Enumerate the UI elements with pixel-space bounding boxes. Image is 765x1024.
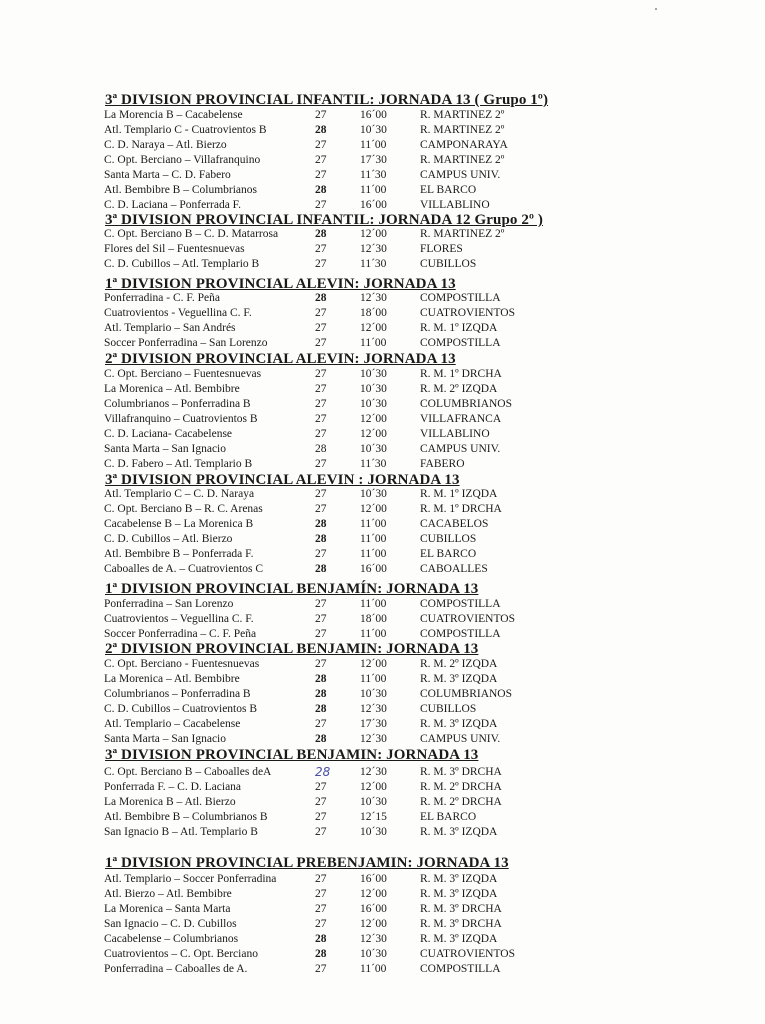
- section-title: 3ª DIVISION PROVINCIAL INFANTIL: JORNADA 13 ( Grupo 1º): [105, 92, 549, 108]
- fixture-teams: Cuatrovientos – Veguellina C. F.: [104, 612, 254, 625]
- fixture-teams: Soccer Ponferradina – San Lorenzo: [104, 336, 268, 349]
- fixture-time: 12´00: [360, 658, 387, 670]
- fixture-venue: R. M. 2º IZQDA: [420, 382, 498, 395]
- fixture-time: 11´00: [360, 336, 387, 349]
- fixture-teams: Santa Marta – San Ignacio: [104, 732, 226, 745]
- fixture-teams: Atl. Bembibre B – Columbrianos B: [104, 810, 268, 823]
- fixture-day: 27: [315, 917, 327, 930]
- fixture-venue: R. MARTINEZ 2º: [420, 123, 505, 136]
- fixture-time: 10´30: [360, 442, 387, 455]
- fixture-venue: VILLAFRANCA: [420, 412, 502, 425]
- fixture-row: [0, 887, 765, 902]
- fixture-row: [0, 597, 765, 612]
- fixture-day: 27: [315, 627, 327, 640]
- fixture-teams: C. D. Cubillos – Atl. Templario B: [104, 257, 260, 270]
- fixture-venue: R. M. 1º IZQDA: [420, 321, 498, 334]
- fixture-row: [0, 502, 765, 517]
- fixture-row: [0, 932, 765, 947]
- fixture-day: 28: [315, 442, 327, 455]
- fixture-venue: R. M. 3º IZQDA: [420, 825, 498, 838]
- fixture-day: 27: [315, 658, 327, 670]
- fixture-teams: La Morenica – Santa Marta: [104, 902, 231, 915]
- fixture-venue: CUBILLOS: [420, 257, 477, 270]
- fixture-row: [0, 532, 765, 547]
- fixture-teams: Soccer Ponferradina – C. F. Peña: [104, 627, 257, 640]
- fixture-row: [0, 780, 765, 795]
- fixture-teams: Santa Marta – C. D. Fabero: [104, 168, 231, 181]
- fixture-teams: Atl. Templario – San Andrés: [104, 321, 236, 334]
- fixture-venue: R. MARTINEZ 2º: [420, 153, 505, 166]
- fixture-teams: Caboalles de A. – Cuatrovientos C: [104, 562, 264, 575]
- fixture-day: 28: [315, 932, 327, 945]
- fixture-teams: C. D. Cubillos – Atl. Bierzo: [104, 532, 233, 545]
- fixture-time: 11´00: [360, 183, 387, 196]
- fixture-venue: COMPOSTILLA: [420, 962, 501, 975]
- fixture-time: 17´30: [360, 153, 387, 166]
- fixture-teams: Atl. Templario C – C. D. Naraya: [104, 488, 255, 500]
- section-title: 2ª DIVISION PROVINCIAL ALEVIN: JORNADA 13: [105, 351, 456, 367]
- fixture-teams: Flores del Sil – Fuentesnuevas: [104, 242, 245, 255]
- fixture-venue: VILLABLINO: [420, 427, 490, 440]
- fixture-time: 10´30: [360, 368, 387, 380]
- fixture-day: 27: [315, 780, 327, 793]
- fixture-day: 28: [315, 765, 331, 779]
- fixture-time: 16´00: [360, 198, 387, 211]
- fixture-row: [0, 487, 765, 502]
- fixture-teams: Atl. Bembibre B – Columbrianos: [104, 183, 258, 196]
- fixture-time: 18´00: [360, 612, 387, 625]
- section-title: 3ª DIVISION PROVINCIAL BENJAMIN: JORNADA 13: [105, 747, 479, 763]
- fixture-venue: COLUMBRIANOS: [420, 687, 513, 700]
- fixture-venue: FLORES: [420, 242, 463, 255]
- fixture-row: [0, 947, 765, 962]
- fixture-row: [0, 872, 765, 887]
- fixture-time: 11´00: [360, 598, 387, 610]
- fixture-teams: Santa Marta – San Ignacio: [104, 442, 226, 455]
- fixture-teams: Villafranquino – Cuatrovientos B: [104, 412, 258, 425]
- fixture-time: 12´00: [360, 321, 387, 334]
- fixture-teams: Atl. Templario – Cacabelense: [104, 717, 241, 730]
- fixture-row: [0, 427, 765, 442]
- fixture-venue: CAMPUS UNIV.: [420, 168, 501, 181]
- fixture-teams: C. D. Fabero – Atl. Templario B: [104, 457, 253, 470]
- fixture-venue: R. M. 1º DRCHA: [420, 502, 502, 515]
- fixture-row: [0, 123, 765, 138]
- fixture-time: 10´30: [360, 825, 387, 838]
- fixture-venue: CUBILLOS: [420, 702, 477, 715]
- fixture-day: 28: [315, 228, 327, 240]
- fixture-teams: C. Opt. Berciano B – Caboalles deA: [104, 766, 272, 778]
- fixture-time: 17´30: [360, 717, 387, 730]
- fixture-time: 11´30: [360, 168, 387, 181]
- fixture-row: [0, 657, 765, 672]
- fixture-venue: CAMPONARAYA: [420, 138, 508, 151]
- fixture-day: 28: [315, 517, 327, 530]
- fixture-row: [0, 291, 765, 306]
- fixture-day: 28: [315, 687, 327, 700]
- fixture-row: [0, 517, 765, 532]
- fixture-day: 27: [315, 427, 327, 440]
- fixture-teams: C. D. Laciana – Ponferrada F.: [104, 198, 242, 211]
- fixture-venue: R. M. 2º DRCHA: [420, 795, 502, 808]
- fixture-time: 16´00: [360, 873, 387, 885]
- fixture-time: 18´00: [360, 306, 387, 319]
- fixture-venue: COLUMBRIANOS: [420, 397, 513, 410]
- fixture-teams: C. Opt. Berciano B – R. C. Arenas: [104, 502, 263, 515]
- fixture-teams: Cuatrovientos - Veguellina C. F.: [104, 306, 252, 319]
- fixture-day: 27: [315, 397, 327, 410]
- fixture-day: 27: [315, 598, 327, 610]
- fixture-time: 11´00: [360, 517, 387, 530]
- fixture-day: 28: [315, 732, 327, 745]
- fixture-time: 12´00: [360, 502, 387, 515]
- fixture-time: 11´00: [360, 532, 387, 545]
- fixture-teams: Ponferradina - C. F. Peña: [104, 292, 220, 304]
- fixture-teams: Cacabelense – Columbrianos: [104, 932, 239, 945]
- section-title: 2ª DIVISION PROVINCIAL BENJAMIN: JORNADA 13: [105, 641, 479, 657]
- scan-speck: [655, 8, 657, 10]
- fixture-venue: CUATROVIENTOS: [420, 612, 515, 625]
- fixture-venue: R. M. 1º DRCHA: [420, 368, 502, 380]
- fixture-venue: COMPOSTILLA: [420, 627, 501, 640]
- fixture-teams: C. Opt. Berciano – Villafranquino: [104, 153, 261, 166]
- fixture-day: 27: [315, 382, 327, 395]
- fixture-venue: EL BARCO: [420, 547, 477, 560]
- fixture-venue: CUATROVIENTOS: [420, 947, 515, 960]
- fixture-row: [0, 306, 765, 321]
- fixture-day: 27: [315, 153, 327, 166]
- fixture-row: [0, 108, 765, 123]
- fixture-day: 27: [315, 810, 327, 823]
- fixture-row: [0, 825, 765, 840]
- fixture-time: 16´00: [360, 902, 387, 915]
- fixture-row: [0, 810, 765, 825]
- section-title: 1ª DIVISION PROVINCIAL BENJAMÍN: JORNADA 13: [105, 581, 479, 597]
- fixture-day: 27: [315, 795, 327, 808]
- fixture-row: [0, 242, 765, 257]
- section-title: 3ª DIVISION PROVINCIAL INFANTIL: JORNADA 12 Grupo 2º ): [105, 212, 543, 228]
- fixture-time: 10´30: [360, 795, 387, 808]
- fixture-row: [0, 562, 765, 577]
- fixture-teams: C. D. Laciana- Cacabelense: [104, 427, 233, 440]
- fixture-teams: Columbrianos – Ponferradina B: [104, 687, 251, 700]
- fixture-time: 11´00: [360, 672, 387, 685]
- fixture-day: 27: [315, 612, 327, 625]
- fixture-teams: Ponferradina – Caboalles de A.: [104, 962, 248, 975]
- fixture-row: [0, 257, 765, 272]
- fixture-time: 10´30: [360, 123, 387, 136]
- fixture-teams: C. Opt. Berciano – Fuentesnuevas: [104, 368, 262, 380]
- fixture-day: 27: [315, 873, 327, 885]
- fixture-venue: R. MARTINEZ 2º: [420, 109, 505, 121]
- fixture-teams: Atl. Templario – Soccer Ponferradina: [104, 873, 277, 885]
- fixture-venue: COMPOSTILLA: [420, 292, 501, 304]
- fixture-row: [0, 183, 765, 198]
- fixture-time: 10´30: [360, 382, 387, 395]
- fixture-row: [0, 336, 765, 351]
- fixture-row: [0, 765, 765, 780]
- fixture-venue: R. M. 3º DRCHA: [420, 766, 502, 778]
- fixture-time: 10´30: [360, 947, 387, 960]
- fixture-teams: La Morenica – Atl. Bembibre: [104, 382, 240, 395]
- fixture-day: 28: [315, 183, 327, 196]
- fixture-time: 11´00: [360, 547, 387, 560]
- fixture-teams: Cacabelense B – La Morenica B: [104, 517, 254, 530]
- section-title: 1ª DIVISION PROVINCIAL ALEVIN: JORNADA 13: [105, 276, 456, 292]
- fixture-day: 27: [315, 825, 327, 838]
- fixture-day: 27: [315, 502, 327, 515]
- fixture-row: [0, 412, 765, 427]
- fixture-venue: CAMPUS UNIV.: [420, 442, 501, 455]
- fixture-venue: R. M. 3º IZQDA: [420, 887, 498, 900]
- fixture-teams: Atl. Bierzo – Atl. Bembibre: [104, 887, 232, 900]
- fixture-time: 12´00: [360, 887, 387, 900]
- fixture-day: 28: [315, 947, 327, 960]
- fixture-teams: San Ignacio – C. D. Cubillos: [104, 917, 237, 930]
- fixture-row: [0, 612, 765, 627]
- fixture-venue: CABOALLES: [420, 562, 488, 575]
- fixture-time: 11´30: [360, 257, 387, 270]
- fixture-day: 27: [315, 717, 327, 730]
- fixture-row: [0, 397, 765, 412]
- fixture-venue: CUBILLOS: [420, 532, 477, 545]
- fixture-day: 27: [315, 962, 327, 975]
- fixture-teams: Atl. Bembibre B – Ponferrada F.: [104, 547, 254, 560]
- fixture-day: 27: [315, 306, 327, 319]
- fixture-teams: C. Opt. Berciano - Fuentesnuevas: [104, 658, 260, 670]
- fixture-teams: C. D. Naraya – Atl. Bierzo: [104, 138, 227, 151]
- fixture-day: 27: [315, 242, 327, 255]
- fixture-day: 27: [315, 109, 327, 121]
- fixture-time: 11´00: [360, 627, 387, 640]
- fixture-day: 28: [315, 123, 327, 136]
- fixture-teams: La Morencia B – Cacabelense: [104, 109, 243, 121]
- fixture-venue: CAMPUS UNIV.: [420, 732, 501, 745]
- fixture-day: 28: [315, 532, 327, 545]
- fixture-row: [0, 902, 765, 917]
- fixture-teams: C. D. Cubillos – Cuatrovientos B: [104, 702, 258, 715]
- fixture-teams: Ponferradina – San Lorenzo: [104, 598, 234, 610]
- fixture-venue: R. M. 2º IZQDA: [420, 658, 498, 670]
- fixture-row: [0, 198, 765, 213]
- fixture-venue: R. M. 3º DRCHA: [420, 902, 502, 915]
- fixture-venue: FABERO: [420, 457, 465, 470]
- fixture-day: 28: [315, 702, 327, 715]
- fixture-row: [0, 795, 765, 810]
- fixture-teams: Atl. Templario C - Cuatrovientos B: [104, 123, 267, 136]
- fixture-row: [0, 382, 765, 397]
- fixture-day: 27: [315, 887, 327, 900]
- fixture-day: 28: [315, 672, 327, 685]
- fixture-time: 12´30: [360, 766, 387, 778]
- fixture-day: 27: [315, 336, 327, 349]
- fixture-day: 27: [315, 547, 327, 560]
- fixture-row: [0, 227, 765, 242]
- fixture-row: [0, 672, 765, 687]
- fixture-time: 10´30: [360, 687, 387, 700]
- fixture-day: 27: [315, 138, 327, 151]
- fixture-day: 27: [315, 457, 327, 470]
- fixture-row: [0, 153, 765, 168]
- fixture-row: [0, 168, 765, 183]
- fixture-row: [0, 917, 765, 932]
- fixture-day: 27: [315, 168, 327, 181]
- fixture-venue: R. M. 3º IZQDA: [420, 873, 498, 885]
- fixture-teams: Cuatrovientos – C. Opt. Berciano: [104, 947, 258, 960]
- fixture-day: 27: [315, 368, 327, 380]
- section-title: 1ª DIVISION PROVINCIAL PREBENJAMIN: JORNADA 13: [105, 855, 509, 871]
- fixture-venue: CUATROVIENTOS: [420, 306, 515, 319]
- fixture-row: [0, 138, 765, 153]
- fixture-time: 12´15: [360, 810, 387, 823]
- fixture-teams: San Ignacio B – Atl. Templario B: [104, 825, 258, 838]
- section-title: 3ª DIVISION PROVINCIAL ALEVIN : JORNADA 13: [105, 472, 460, 488]
- fixture-venue: COMPOSTILLA: [420, 336, 501, 349]
- fixture-day: 27: [315, 321, 327, 334]
- fixture-venue: R. M. 1º IZQDA: [420, 488, 498, 500]
- fixture-day: 27: [315, 488, 327, 500]
- fixture-venue: R. M. 2º DRCHA: [420, 780, 502, 793]
- fixture-venue: EL BARCO: [420, 810, 477, 823]
- fixture-venue: EL BARCO: [420, 183, 477, 196]
- fixture-row: [0, 962, 765, 977]
- fixture-row: [0, 442, 765, 457]
- fixture-venue: COMPOSTILLA: [420, 598, 501, 610]
- fixture-row: [0, 367, 765, 382]
- fixture-row: [0, 627, 765, 642]
- fixture-day: 28: [315, 292, 327, 304]
- fixture-teams: C. Opt. Berciano B – C. D. Matarrosa: [104, 228, 279, 240]
- fixture-day: 28: [315, 562, 327, 575]
- fixture-time: 10´30: [360, 397, 387, 410]
- fixture-day: 27: [315, 902, 327, 915]
- fixture-day: 27: [315, 198, 327, 211]
- fixture-time: 12´00: [360, 427, 387, 440]
- fixture-time: 12´00: [360, 780, 387, 793]
- fixture-time: 11´00: [360, 138, 387, 151]
- fixture-venue: R. MARTINEZ 2º: [420, 228, 505, 240]
- fixture-time: 10´30: [360, 488, 387, 500]
- fixture-time: 11´00: [360, 962, 387, 975]
- fixture-teams: La Morenica B – Atl. Bierzo: [104, 795, 236, 808]
- fixture-day: 27: [315, 257, 327, 270]
- fixture-venue: R. M. 3º DRCHA: [420, 917, 502, 930]
- fixture-teams: Columbrianos – Ponferradina B: [104, 397, 251, 410]
- fixture-time: 12´30: [360, 292, 387, 304]
- fixture-time: 12´00: [360, 412, 387, 425]
- fixture-row: [0, 717, 765, 732]
- fixture-teams: Ponferrada F. – C. D. Laciana: [104, 780, 242, 793]
- fixture-row: [0, 702, 765, 717]
- fixture-venue: R. M. 3º IZQDA: [420, 932, 498, 945]
- fixture-day: 27: [315, 412, 327, 425]
- fixture-time: 12´00: [360, 917, 387, 930]
- fixture-time: 12´00: [360, 228, 387, 240]
- fixture-time: 12´30: [360, 732, 387, 745]
- fixture-venue: VILLABLINO: [420, 198, 490, 211]
- fixture-venue: CACABELOS: [420, 517, 489, 530]
- fixture-venue: R. M. 3º IZQDA: [420, 672, 498, 685]
- fixture-time: 16´00: [360, 109, 387, 121]
- fixture-row: [0, 547, 765, 562]
- fixture-row: [0, 687, 765, 702]
- fixture-time: 12´30: [360, 242, 387, 255]
- fixture-time: 11´30: [360, 457, 387, 470]
- fixture-row: [0, 732, 765, 747]
- fixture-teams: La Morenica – Atl. Bembibre: [104, 672, 240, 685]
- fixture-row: [0, 457, 765, 472]
- fixture-time: 16´00: [360, 562, 387, 575]
- fixture-time: 12´30: [360, 702, 387, 715]
- fixture-time: 12´30: [360, 932, 387, 945]
- fixture-row: [0, 321, 765, 336]
- fixture-venue: R. M. 3º IZQDA: [420, 717, 498, 730]
